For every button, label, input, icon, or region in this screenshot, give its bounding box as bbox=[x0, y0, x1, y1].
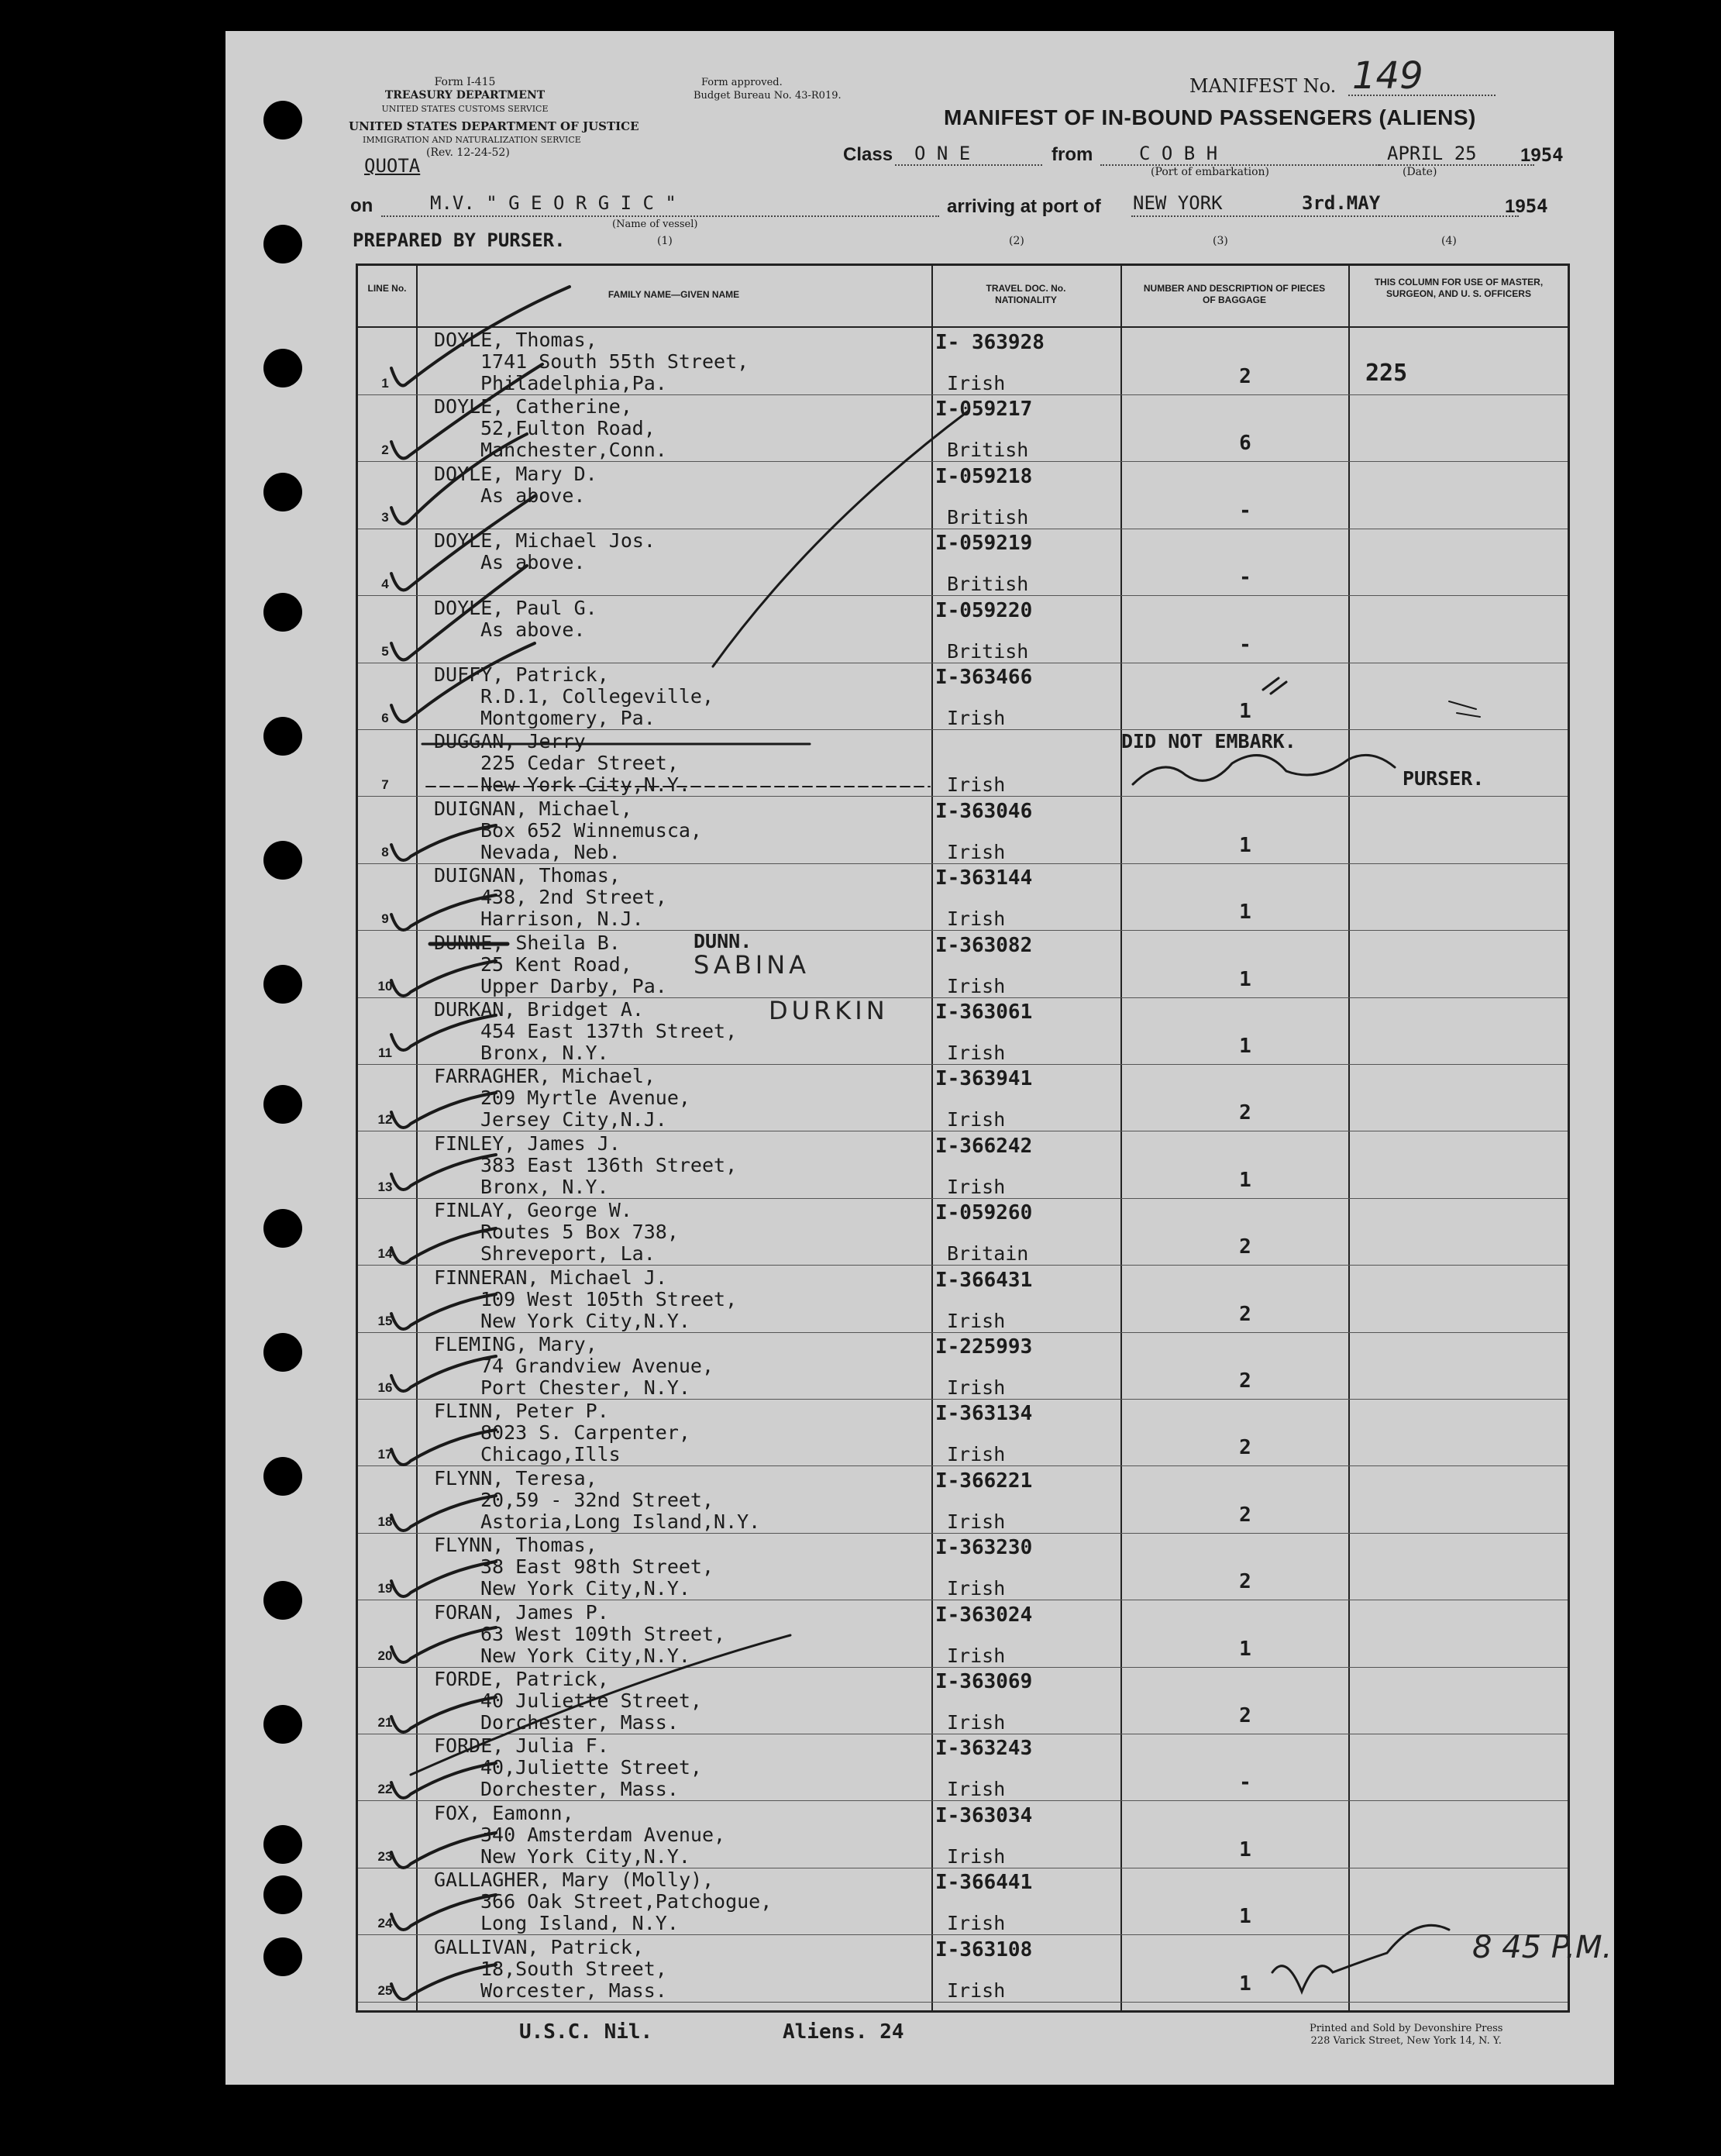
arrival-date: 3rd.MAY bbox=[1302, 192, 1381, 214]
checkmark-icon bbox=[391, 1562, 496, 1596]
vessel-caption: (Name of vessel) bbox=[612, 219, 698, 230]
nationality: Irish bbox=[947, 1912, 1006, 1935]
class-label: Class bbox=[843, 144, 893, 165]
from-value: C O B H bbox=[1139, 143, 1218, 164]
passenger-address: Dorchester, Mass. bbox=[480, 1711, 679, 1734]
from-caption: (Port of embarkation) bbox=[1151, 166, 1269, 178]
nationality: Irish bbox=[947, 773, 1006, 797]
date-caption: (Date) bbox=[1403, 166, 1437, 178]
passenger-address: New York City,N.Y. bbox=[480, 1644, 690, 1667]
passenger-name: DUGGAN, Jerry bbox=[434, 730, 586, 753]
baggage-count: - bbox=[1239, 566, 1251, 590]
date-value: APRIL 25 bbox=[1387, 143, 1477, 164]
baggage-count: 2 bbox=[1239, 1101, 1251, 1125]
checkmark-icon bbox=[391, 895, 496, 930]
form-number: Form I-415 bbox=[434, 76, 496, 88]
passenger-name: DOYLE, Paul G. bbox=[434, 596, 597, 619]
passenger-address: As above. bbox=[480, 551, 586, 574]
checkmark-icon bbox=[391, 1015, 496, 1050]
budget-bureau: Budget Bureau No. 43-R019. bbox=[694, 90, 842, 102]
travel-doc-number: I-363024 bbox=[935, 1603, 1033, 1627]
passenger-address: New York City,N.Y. bbox=[480, 1309, 690, 1332]
checkmark-icon bbox=[391, 1627, 496, 1662]
passenger-address: Philadelphia,Pa. bbox=[480, 372, 667, 394]
checkmark-icon bbox=[391, 1430, 496, 1465]
baggage-count: 2 bbox=[1239, 1235, 1251, 1259]
passenger-name: FINLAY, George W. bbox=[434, 1199, 632, 1222]
passenger-address: 52,Fulton Road, bbox=[480, 417, 656, 440]
line-number: 8 bbox=[381, 844, 389, 859]
baggage-count: 1 bbox=[1239, 833, 1251, 857]
checkmark-icon bbox=[391, 434, 527, 524]
passenger-address: New York City,N.Y. bbox=[480, 1844, 690, 1868]
checkmark-icon bbox=[391, 1356, 496, 1391]
treasury-dept: TREASURY DEPARTMENT bbox=[384, 89, 546, 102]
passenger-address: 225 Cedar Street, bbox=[480, 752, 679, 775]
line-number: 24 bbox=[377, 1916, 393, 1931]
passenger-name: DUIGNAN, Thomas, bbox=[434, 864, 621, 887]
line-number: 1 bbox=[381, 376, 389, 391]
nationality: Irish bbox=[947, 372, 1006, 394]
passenger-name: FORDE, Patrick, bbox=[434, 1668, 609, 1690]
passenger-address: Montgomery, Pa. bbox=[480, 707, 656, 729]
passenger-address: Manchester,Conn. bbox=[480, 439, 667, 462]
baggage-count: 2 bbox=[1239, 1369, 1251, 1393]
nationality: Irish bbox=[947, 1443, 1006, 1466]
baggage-count: 1 bbox=[1239, 1168, 1251, 1192]
passenger-address: Worcester, Mass. bbox=[480, 1979, 667, 2002]
passenger-address: Harrison, N.J. bbox=[480, 908, 644, 931]
passenger-address: 74 Grandview Avenue, bbox=[480, 1355, 714, 1377]
baggage-count: 1 bbox=[1239, 700, 1251, 723]
arrival-port: NEW YORK bbox=[1133, 192, 1223, 214]
did-not-embark-note: DID NOT EMBARK. bbox=[1121, 730, 1296, 753]
passenger-name: GALLIVAN, Patrick, bbox=[434, 1935, 644, 1958]
passenger-name: DUFFY, Patrick, bbox=[434, 663, 609, 686]
nationality: Irish bbox=[947, 1577, 1006, 1600]
travel-doc-number: I-363069 bbox=[935, 1670, 1033, 1693]
col-num-3: (3) bbox=[1213, 235, 1228, 247]
dunn-correction: DUNN. bbox=[694, 930, 752, 952]
printer-line2: 228 Varick Street, New York 14, N. Y. bbox=[1310, 2035, 1502, 2047]
passenger-address: Jersey City,N.J. bbox=[480, 1108, 667, 1131]
nationality: British bbox=[947, 439, 1029, 462]
nationality: Irish bbox=[947, 1510, 1006, 1533]
checkmark-icon bbox=[391, 1155, 496, 1190]
passenger-address: New York City,N.Y. bbox=[480, 773, 690, 797]
passenger-address: 109 West 105th Street, bbox=[480, 1287, 738, 1310]
checkmark-icon bbox=[391, 1833, 496, 1868]
line-number: 18 bbox=[377, 1514, 393, 1529]
passenger-name: FINNERAN, Michael J. bbox=[434, 1266, 668, 1289]
passenger-address: Dorchester, Mass. bbox=[480, 1778, 679, 1801]
passenger-name: FORDE, Julia F. bbox=[434, 1734, 609, 1758]
line-number: 5 bbox=[381, 643, 389, 659]
passenger-address: 20,59 - 32nd Street, bbox=[480, 1488, 714, 1511]
passenger-name: FINLEY, James J. bbox=[434, 1131, 621, 1155]
travel-doc-number: I-363230 bbox=[935, 1536, 1033, 1560]
nationality: Irish bbox=[947, 1108, 1006, 1131]
passenger-name: DUNNE, Sheila B. bbox=[434, 931, 621, 954]
passenger-name: DUIGNAN, Michael, bbox=[434, 797, 632, 820]
nationality: Irish bbox=[947, 1175, 1006, 1198]
line-number: 9 bbox=[381, 911, 389, 927]
line-number: 7 bbox=[381, 777, 389, 793]
printer-line1: Printed and Sold by Devonshire Press bbox=[1310, 2023, 1503, 2034]
baggage-count: 1 bbox=[1239, 1637, 1251, 1661]
passenger-address: 438, 2nd Street, bbox=[480, 886, 667, 909]
baggage-count: 2 bbox=[1239, 1570, 1251, 1594]
passenger-name: DOYLE, Catherine, bbox=[434, 395, 632, 418]
checkmark-icon bbox=[391, 1294, 496, 1329]
travel-doc-number: I-366242 bbox=[935, 1134, 1033, 1158]
arrival-year-value: 54 bbox=[1525, 195, 1548, 217]
nationality: British bbox=[947, 639, 1029, 663]
baggage-count: 6 bbox=[1239, 432, 1251, 456]
travel-doc-number: I-363941 bbox=[935, 1067, 1033, 1091]
baggage-count: 1 bbox=[1239, 967, 1251, 991]
officer-signature-icon bbox=[1272, 1925, 1449, 1992]
checkmark-icon bbox=[391, 1895, 496, 1930]
baggage-count: 2 bbox=[1239, 1704, 1251, 1727]
travel-doc-number: I-225993 bbox=[935, 1335, 1033, 1359]
justice-dept: UNITED STATES DEPARTMENT OF JUSTICE bbox=[349, 119, 639, 133]
passenger-address: Routes 5 Box 738, bbox=[480, 1221, 679, 1244]
passenger-address: 18,South Street, bbox=[480, 1957, 667, 1980]
nationality: Irish bbox=[947, 1711, 1006, 1734]
travel-doc-number: I-366431 bbox=[935, 1268, 1033, 1292]
passenger-address: Shreveport, La. bbox=[480, 1242, 656, 1266]
ins-service: IMMIGRATION AND NATURALIZATION SERVICE bbox=[363, 135, 581, 145]
baggage-count: 1 bbox=[1239, 1905, 1251, 1929]
line-number: 2 bbox=[381, 443, 389, 458]
line-number: 3 bbox=[381, 509, 389, 525]
col-header-doc: TRAVEL DOC. No. NATIONALITY bbox=[986, 283, 1066, 305]
travel-doc-number: I-366221 bbox=[935, 1469, 1033, 1493]
line-number: 4 bbox=[381, 577, 389, 592]
line-number: 25 bbox=[377, 1982, 393, 1998]
baggage-count: 2 bbox=[1239, 1436, 1251, 1460]
quota-label: QUOTA bbox=[364, 155, 421, 177]
checkmark-icon bbox=[391, 961, 496, 996]
travel-doc-number: I-363108 bbox=[935, 1937, 1033, 1961]
nationality: Irish bbox=[947, 1644, 1006, 1667]
passenger-address: 383 East 136th Street, bbox=[480, 1153, 738, 1176]
usc-footer: U.S.C. Nil. bbox=[519, 2020, 653, 2044]
line-number: 16 bbox=[377, 1380, 393, 1395]
travel-doc-number: I-059218 bbox=[935, 464, 1033, 488]
passenger-address: 63 West 109th Street, bbox=[480, 1622, 726, 1645]
purser-signature-icon bbox=[1133, 755, 1395, 784]
passenger-name: FLYNN, Thomas, bbox=[434, 1534, 597, 1557]
passenger-address: Port Chester, N.Y. bbox=[480, 1376, 690, 1399]
checkmark-icon bbox=[391, 287, 570, 386]
arrival-year-prefix: 19 bbox=[1505, 196, 1526, 217]
passenger-address: Astoria,Long Island,N.Y. bbox=[480, 1510, 761, 1533]
checkmark-icon bbox=[391, 1228, 496, 1263]
year-prefix: 19 bbox=[1520, 145, 1541, 166]
col-num-4: (4) bbox=[1441, 235, 1457, 247]
line-number: 13 bbox=[377, 1179, 393, 1194]
travel-doc-number: I-363061 bbox=[935, 1001, 1033, 1024]
baggage-count: - bbox=[1239, 632, 1251, 656]
passenger-name: DOYLE, Michael Jos. bbox=[434, 529, 656, 553]
nationality: Irish bbox=[947, 1042, 1006, 1064]
line-number: 10 bbox=[377, 978, 393, 994]
line-number: 22 bbox=[377, 1782, 393, 1797]
customs-service: UNITED STATES CUSTOMS SERVICE bbox=[381, 104, 549, 114]
arriving-label: arriving at port of bbox=[947, 196, 1101, 217]
officer-note: 225 bbox=[1365, 360, 1408, 387]
passenger-address: Upper Darby, Pa. bbox=[480, 974, 667, 997]
passenger-address: 340 Amsterdam Avenue, bbox=[480, 1823, 726, 1846]
passenger-address: 40 Juliette Street, bbox=[480, 1689, 702, 1712]
prepared-by: PREPARED BY PURSER. bbox=[353, 229, 566, 251]
sabina-handwritten: SABINA bbox=[694, 950, 811, 980]
on-label: on bbox=[350, 195, 373, 216]
nationality: Irish bbox=[947, 1979, 1006, 2002]
line-number: 20 bbox=[377, 1648, 393, 1663]
line-number: 12 bbox=[377, 1112, 393, 1128]
passenger-name: GALLAGHER, Mary (Molly), bbox=[434, 1868, 714, 1892]
nationality: British bbox=[947, 505, 1029, 529]
year-value: 54 bbox=[1540, 144, 1564, 166]
travel-doc-number: I-059217 bbox=[935, 398, 1033, 422]
time-note: 8 45 P.M. bbox=[1472, 1930, 1613, 1965]
checkmark-icon bbox=[391, 1697, 496, 1732]
nationality: Irish bbox=[947, 707, 1006, 729]
durkin-handwritten: DURKIN bbox=[769, 996, 889, 1025]
baggage-count: 2 bbox=[1239, 1503, 1251, 1527]
travel-doc-number: I-363134 bbox=[935, 1402, 1033, 1426]
passenger-name: FARRAGHER, Michael, bbox=[434, 1065, 656, 1088]
passenger-name: FLEMING, Mary, bbox=[434, 1333, 597, 1355]
travel-doc-number: I-363046 bbox=[935, 799, 1033, 823]
line-number: 15 bbox=[377, 1313, 393, 1328]
manifest-number: 149 bbox=[1352, 54, 1423, 98]
vessel-name: M.V. " G E O R G I C " bbox=[430, 192, 676, 214]
travel-doc-number: I-366441 bbox=[935, 1871, 1033, 1895]
baggage-count: 1 bbox=[1239, 901, 1251, 925]
tick-mark bbox=[1449, 701, 1480, 717]
revision-date: (Rev. 12-24-52) bbox=[426, 146, 510, 159]
checkmark-icon bbox=[391, 1496, 496, 1531]
col-header-baggage: NUMBER AND DESCRIPTION OF PIECES OF BAGGAGE bbox=[1143, 283, 1326, 305]
travel-doc-number: I-363144 bbox=[935, 866, 1033, 890]
passenger-address: 366 Oak Street,Patchogue, bbox=[480, 1890, 773, 1913]
checkmark-icon bbox=[391, 1093, 496, 1128]
tick-mark bbox=[1263, 678, 1286, 694]
passenger-name: FORAN, James P. bbox=[434, 1600, 609, 1624]
class-value: O N E bbox=[914, 143, 971, 164]
nationality: Irish bbox=[947, 840, 1006, 863]
passenger-name: FLINN, Peter P. bbox=[434, 1400, 609, 1423]
from-label: from bbox=[1052, 144, 1093, 165]
travel-doc-number: I-363243 bbox=[935, 1737, 1033, 1761]
purser-label: PURSER. bbox=[1403, 767, 1485, 790]
line-number: 11 bbox=[378, 1045, 392, 1060]
passenger-address: New York City,N.Y. bbox=[480, 1577, 690, 1600]
passenger-address: 38 East 98th Street, bbox=[480, 1555, 714, 1579]
aliens-footer: Aliens. 24 bbox=[783, 2020, 904, 2044]
checkmark-icon bbox=[391, 1763, 496, 1798]
nationality: Britain bbox=[947, 1242, 1029, 1266]
line-number: 21 bbox=[377, 1715, 393, 1730]
nationality: Irish bbox=[947, 1309, 1006, 1332]
baggage-count: - bbox=[1239, 498, 1251, 522]
passenger-address: 1741 South 55th Street, bbox=[480, 350, 749, 373]
travel-doc-number: I-059220 bbox=[935, 598, 1033, 622]
line-number: 14 bbox=[377, 1246, 393, 1262]
line-number: 23 bbox=[377, 1848, 393, 1864]
nationality: Irish bbox=[947, 974, 1006, 997]
travel-doc-number: I- 363928 bbox=[935, 331, 1045, 354]
baggage-count: 1 bbox=[1239, 1972, 1251, 1996]
col-num-1: (1) bbox=[657, 235, 673, 247]
baggage-count: 2 bbox=[1239, 365, 1251, 388]
passenger-address: 454 East 137th Street, bbox=[480, 1020, 738, 1042]
col-num-2: (2) bbox=[1009, 235, 1024, 247]
checkmark-icon bbox=[391, 1965, 496, 1999]
passenger-name: DOYLE, Mary D. bbox=[434, 462, 597, 485]
passenger-address: 8023 S. Carpenter, bbox=[480, 1421, 690, 1445]
checkmark-icon bbox=[391, 566, 527, 660]
nationality: British bbox=[947, 573, 1029, 596]
passenger-address: Nevada, Neb. bbox=[480, 840, 621, 863]
passenger-address: As above. bbox=[480, 484, 586, 507]
passenger-name: DURKAN, Bridget A. bbox=[434, 998, 644, 1021]
passenger-name: DOYLE, Thomas, bbox=[434, 329, 597, 351]
baggage-count: 2 bbox=[1239, 1302, 1251, 1326]
baggage-count: 1 bbox=[1239, 1837, 1251, 1862]
passenger-address: 209 Myrtle Avenue, bbox=[480, 1087, 690, 1110]
long-stroke-mark bbox=[713, 411, 969, 666]
travel-doc-number: I-059260 bbox=[935, 1201, 1033, 1225]
travel-doc-number: I-363466 bbox=[935, 666, 1033, 689]
passenger-address: As above. bbox=[480, 618, 586, 641]
nationality: Irish bbox=[947, 1778, 1006, 1801]
passenger-address: 25 Kent Road, bbox=[480, 952, 632, 976]
passenger-address: Bronx, N.Y. bbox=[480, 1042, 609, 1064]
baggage-count: - bbox=[1239, 1771, 1251, 1795]
nationality: Irish bbox=[947, 1376, 1006, 1399]
col-header-name: FAMILY NAME—GIVEN NAME bbox=[608, 289, 740, 300]
baggage-count: 1 bbox=[1239, 1035, 1251, 1058]
passenger-address: Box 652 Winnemusca, bbox=[480, 818, 702, 842]
travel-doc-number: I-363034 bbox=[935, 1803, 1033, 1827]
passenger-name: FOX, Eamonn, bbox=[434, 1801, 574, 1824]
passenger-address: Chicago,Ills bbox=[480, 1443, 621, 1466]
col-header-officers: THIS COLUMN FOR USE OF MASTER, SURGEON, AND U. S. OFFICERS bbox=[1374, 277, 1544, 299]
col-header-line: LINE No. bbox=[367, 283, 407, 294]
form-approved: Form approved. bbox=[701, 77, 783, 88]
passenger-name: FLYNN, Teresa, bbox=[434, 1466, 597, 1490]
line-number: 17 bbox=[377, 1447, 393, 1462]
travel-doc-number: I-059219 bbox=[935, 532, 1033, 556]
line-number: 19 bbox=[377, 1581, 393, 1596]
nationality: Irish bbox=[947, 1844, 1006, 1868]
passenger-address: 40,Juliette Street, bbox=[480, 1756, 702, 1779]
manifest-title: MANIFEST OF IN-BOUND PASSENGERS (ALIENS) bbox=[944, 105, 1476, 129]
travel-doc-number: I-363082 bbox=[935, 933, 1033, 957]
nationality: Irish bbox=[947, 908, 1006, 931]
line-number: 6 bbox=[381, 711, 389, 725]
passenger-address: R.D.1, Collegeville, bbox=[480, 685, 714, 708]
checkmark-icon bbox=[391, 825, 496, 860]
manifest-no-label: MANIFEST No. bbox=[1189, 75, 1337, 97]
passenger-address: Bronx, N.Y. bbox=[480, 1175, 609, 1198]
passenger-address: Long Island, N.Y. bbox=[480, 1912, 679, 1935]
